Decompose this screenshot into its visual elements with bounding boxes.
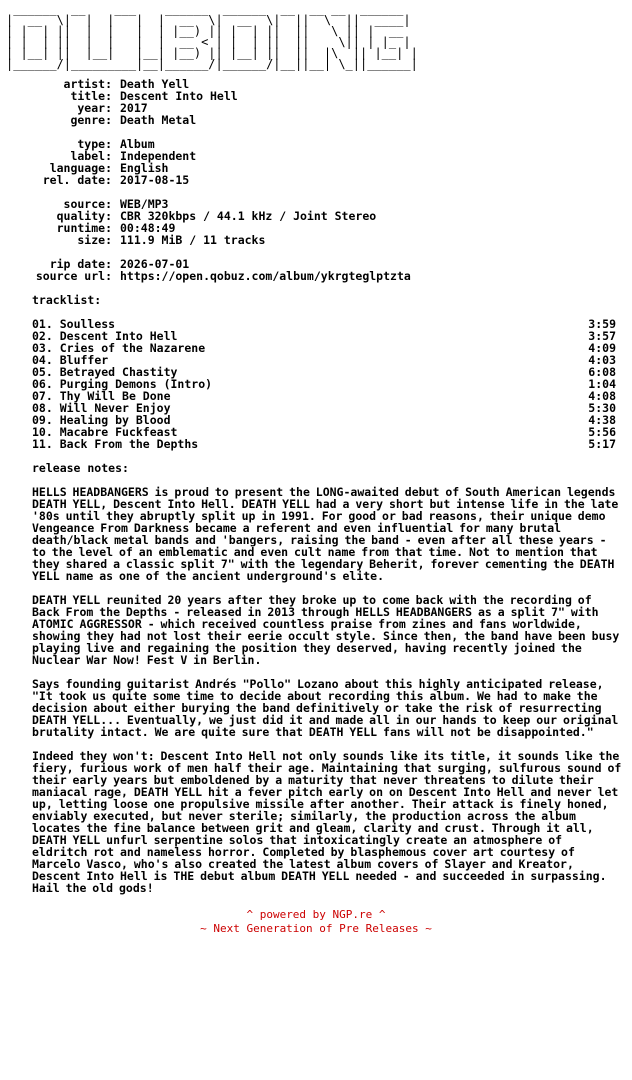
rip-details [6,258,632,282]
track-title: 02. Descent Into Hell [32,329,178,343]
year-value: 2017 [120,101,148,115]
tracklist [6,318,632,450]
track-title: 07. Thy Will Be Done [32,389,171,403]
title-value: Descent Into Hell [120,89,238,103]
footer [6,908,626,936]
runtime-label: runtime: [56,221,112,235]
rip-date-label: rip date: [49,257,112,271]
track-title: 04. Bluffer [32,353,109,367]
notes-paragraph: DEATH YELL reunited 20 years after they broke up to come back with the recording of Back From the Depths - released in 2013 through HELLS HEADBANGERS as a split 7" with ATOMIC AGGRESSOR - which received countless praise from zines and fans worldwide, showing they had not lost their eerie occult style. Since then, the band have been busy playing live and regaining the position they deserved, having recently joined the Nuclear War Now! Fest V in Berlin. [32,593,620,667]
track-title: 06. Purging Demons (Intro) [32,377,213,391]
year-label: year: [77,101,112,115]
track-title: 10. Macabre Fuckfeast [32,425,178,439]
track-title: 05. Betrayed Chastity [32,365,178,379]
label-value: Independent [120,149,197,163]
footer-powered-by[interactable]: ^ powered by NGP.re ^ [246,908,386,921]
logo-line: | | | || | | | | __ < | | | || || \|| | |_ | [6,35,411,49]
track-title: 09. Healing by Blood [32,413,171,427]
source-url-label: source url: [35,269,112,283]
logo-line: ______ __ ___ ______ ______ __ __ __ ______ [6,2,411,16]
footer-tagline: ~ Next Generation of Pre Releases ~ [200,922,432,935]
track-row [32,438,616,450]
logo-line: | | | || | | | | |__) || | | || || \ || | __ [6,24,411,38]
label-label: label: [70,149,112,163]
genre-value: Death Metal [120,113,197,127]
size-value: 111.9 MiB / 11 tracks [120,233,266,247]
audio-details [6,198,632,246]
artist-value: Death Yell [120,77,190,91]
notes-paragraph: HELLS HEADBANGERS is proud to present the LONG-awaited debut of South American legends DEATH YELL, Descent Into Hell. DEATH YELL had a very short but intense life in the late '80s until they abruptly split up in 1991. For good or bad reasons, their unique demo Vengeance From Darkness became a referent and even influential for many brutal death/black metal bands and 'bangers, raising the band - even after all these years - to the level of an emblematic and even cult name from that time. Not to mention that they shared a classic split 7" with the legendary Beherit, forever cementing the DEATH YELL name as one of the ancient underground's elite. [32,485,619,583]
track-title: 01. Soulless [32,317,116,331]
size-label: size: [77,233,112,247]
release-details [6,138,632,186]
track-title: 11. Back From the Depths [32,437,199,451]
track-time: 4:09 [588,341,616,355]
release-notes-heading: release notes: [32,461,129,475]
source-label: source: [63,197,112,211]
title-label: title: [70,89,112,103]
quality-value: CBR 320kbps / 44.1 kHz / Joint Stereo [120,209,377,223]
ascii-logo [6,4,632,70]
track-time: 3:57 [588,329,616,343]
track-title: 08. Will Never Enjoy [32,401,171,415]
language-label: language: [49,161,112,175]
logo-line: | |__| || |__| |__| |__) || |__| || || |\ || |__| | [6,46,418,60]
release-info [6,78,632,126]
release-notes [32,486,622,894]
track-row [32,342,616,354]
quality-label: quality: [56,209,112,223]
track-time: 4:38 [588,413,616,427]
type-label: type: [77,137,112,151]
track-time: 5:17 [588,437,616,451]
logo-line: | __ \| | | | | __ \| __ \| || \ || ____| [6,13,411,27]
track-time: 1:04 [588,377,616,391]
notes-paragraph: Indeed they won't: Descent Into Hell not only sounds like its title, it sounds like the fiery, furious work of men half their age. Maintaining that surging, sulfurous sound of their early years but emboldened by a maturity that never threatens to dilute their maniacal rage, DEATH YELL hit a fever pitch early on on Descent Into Hell and never let up, letting loose one propulsive missile after another. Their attack is finely honed, enviably executed, but never sterile; similarly, the production across the album locates the fine balance between grit and gleam, clarity and crust. Through it all, DEATH YELL unfurl serpentine solos that intoxicatingly create an atmosphere of eldritch rot and nameless horror. Completed by blasphemous cover art courtesy of Marcelo Vasco, who's also created the latest album covers of Slayer and Kreator, Descent Into Hell is THE debut album DEATH YELL needed - and succeeded in surpassing. Hail the old gods! [32,749,622,895]
tracklist-heading: tracklist: [32,293,102,307]
genre-label: genre: [70,113,112,127]
track-time: 5:30 [588,401,616,415]
language-value: English [120,161,169,175]
track-time: 4:08 [588,389,616,403]
artist-label: artist: [63,77,112,91]
track-time: 3:59 [588,317,616,331]
runtime-value: 00:48:49 [120,221,176,235]
rip-date-value: 2026-07-01 [120,257,190,271]
type-value: Album [120,137,155,151]
rel-date-label: rel. date: [42,173,112,187]
track-time: 6:08 [588,365,616,379]
track-title: 03. Cries of the Nazarene [32,341,206,355]
source-value: WEB/MP3 [120,197,169,211]
notes-paragraph: Says founding guitarist Andrés "Pollo" Lozano about this highly anticipated release, "It took us quite some time to decide about recording this album. We had to make the decision about either burying the band definitively or take the risk of resurrecting DEATH YELL... Eventually, we just did it and made all in our hands to keep our original brutality intact. We are quite sure that DEATH YELL fans will not be disappointed." [32,677,619,739]
track-time: 5:56 [588,425,616,439]
source-url-value[interactable]: https://open.qobuz.com/album/ykrgteglptzta [120,269,411,283]
track-time: 4:03 [588,353,616,367]
rel-date-value: 2017-08-15 [120,173,190,187]
logo-line: |______/|_________|__|______/|______/|__||__| \_||______| [6,57,418,71]
